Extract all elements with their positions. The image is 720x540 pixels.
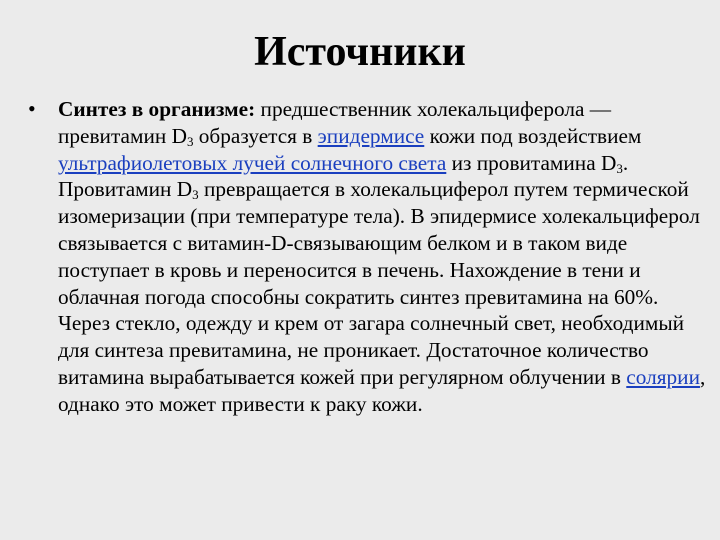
- link-solarium[interactable]: солярии: [626, 364, 700, 389]
- text-segment: превращается в холекальциферол путем термической изомеризации (при температуре тела). В эпидермисе холекальциферол связывается с витамин-D-связывающим белком и в таком виде поступает в кровь и переносится в печень. Нахождение в тени и облачная погода способны сократить синтез превитамина на 60%. Через стекло, одежду и крем от загара солнечный свет, необходимый для синтеза превитамина, не проникает. Достаточное количество витамина вырабатывается кожей при регулярном облучении в: [58, 177, 700, 389]
- subscript: 3: [186, 133, 194, 149]
- lead-text: Синтез в организме:: [58, 97, 256, 121]
- subscript: 3: [616, 160, 623, 176]
- slide-title: Источники: [254, 29, 466, 75]
- text-segment: из провитамина D: [446, 150, 617, 175]
- bullet-item: [28, 96, 708, 418]
- text-segment: . Провитамин D: [58, 150, 629, 202]
- text-segment: предшественник холекальциферола — превитамин D: [58, 97, 612, 148]
- text-segment: образуется в: [193, 123, 318, 148]
- subscript: 3: [192, 187, 199, 203]
- link-epidermis[interactable]: эпидермисе: [317, 123, 425, 148]
- text-segment: кожи под воздействием: [424, 123, 642, 148]
- bullet-paragraph: [58, 96, 708, 418]
- text-segment: , однако это может привести к раку кожи.: [58, 364, 706, 416]
- bullet-marker: •: [28, 96, 36, 121]
- link-uv-rays[interactable]: ультрафиолетовых лучей солнечного света: [58, 150, 447, 175]
